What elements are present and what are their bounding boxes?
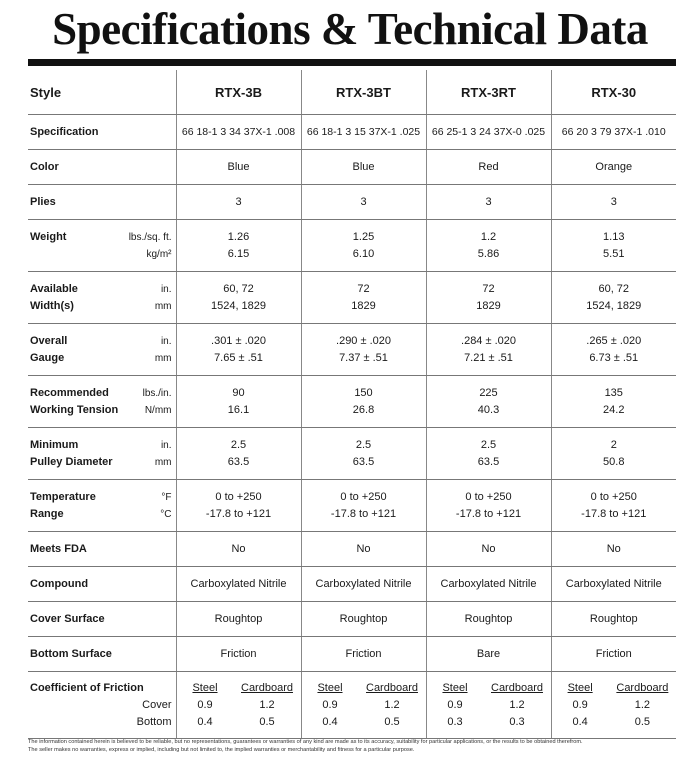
value-line: 225 xyxy=(479,386,498,399)
cell-value xyxy=(176,428,301,480)
value-line: 24.2 xyxy=(603,403,625,416)
value-line: 135 xyxy=(604,386,623,399)
cell-value xyxy=(426,324,551,376)
value-steel: 0.9 xyxy=(447,698,463,711)
cell-value xyxy=(551,324,676,376)
friction-bottom xyxy=(552,714,677,731)
row-label: Working Tension xyxy=(30,403,119,416)
value-steel: 0.9 xyxy=(197,698,213,711)
row-label: Bottom Surface xyxy=(28,637,176,672)
value-line: 7.65 ± .51 xyxy=(214,351,263,364)
cell-value: Carboxylated Nitrile xyxy=(176,567,301,602)
steel-head: Steel xyxy=(317,681,343,694)
value-line: 72 xyxy=(357,282,370,295)
cell-value xyxy=(426,428,551,480)
value-line: 0 to +250 xyxy=(590,490,637,503)
cell-value xyxy=(301,220,426,272)
row-color xyxy=(28,150,676,185)
cell-value: Bare xyxy=(426,637,551,672)
friction-cover xyxy=(427,697,551,714)
row-label-cell xyxy=(28,272,176,324)
cell-value xyxy=(301,376,426,428)
value-steel: 0.3 xyxy=(447,715,463,728)
friction-head xyxy=(427,680,551,697)
cell-value xyxy=(176,672,301,739)
cell-value: No xyxy=(176,532,301,567)
row-label: Available xyxy=(30,282,78,295)
cell-value xyxy=(301,672,426,739)
row-fda xyxy=(28,532,676,567)
row-label: Width(s) xyxy=(30,299,74,312)
value-line: 1524, 1829 xyxy=(586,299,642,312)
value-steel: 0.4 xyxy=(322,715,338,728)
unit-label: kg/m² xyxy=(146,248,172,260)
cell-value: 66 18-1 3 15 37X-1 .025 xyxy=(301,115,426,150)
row-gauge xyxy=(28,324,676,376)
row-label: Range xyxy=(30,507,64,520)
value-line: 7.21 ± .51 xyxy=(464,351,513,364)
row-label-cell xyxy=(28,376,176,428)
cell-value: Roughtop xyxy=(176,602,301,637)
cell-value xyxy=(176,272,301,324)
value-line: -17.8 to +121 xyxy=(205,507,272,520)
cell-value xyxy=(551,376,676,428)
cell-value xyxy=(301,480,426,532)
cell-value xyxy=(301,428,426,480)
cell-value xyxy=(426,220,551,272)
cell-value: Carboxylated Nitrile xyxy=(426,567,551,602)
cardboard-head: Cardboard xyxy=(241,681,293,694)
disclaimer xyxy=(28,738,678,754)
unit-label: mm xyxy=(154,352,172,364)
value-line: 2.5 xyxy=(230,438,247,451)
friction-head xyxy=(552,680,677,697)
steel-head: Steel xyxy=(567,681,593,694)
value-line: 60, 72 xyxy=(223,282,254,295)
value-line: 50.8 xyxy=(603,455,625,468)
friction-cover xyxy=(302,697,426,714)
disclaimer-line: The information contained herein is believed to be reliable, but no representations, guarantees or warranties of any kind are made as to its accuracy, suitability for particular applications, or the results to be obtained therefrom. xyxy=(28,739,583,745)
value-line: 90 xyxy=(232,386,245,399)
value-line: .290 ± .020 xyxy=(336,334,391,347)
value-line: 26.8 xyxy=(352,403,375,416)
cardboard-head: Cardboard xyxy=(366,681,418,694)
unit-label: in. xyxy=(160,439,172,451)
value-line: 150 xyxy=(354,386,373,399)
unit-label: lbs./in. xyxy=(142,387,172,399)
cell-value xyxy=(176,376,301,428)
cell-value: 3 xyxy=(301,185,426,220)
cell-value: 3 xyxy=(176,185,301,220)
value-line: .284 ± .020 xyxy=(461,334,516,347)
row-label: Meets FDA xyxy=(28,532,176,567)
friction-bottom xyxy=(427,714,551,731)
value-line: .265 ± .020 xyxy=(586,334,642,347)
row-label: Color xyxy=(28,150,176,185)
value-line: 1.25 xyxy=(352,230,375,243)
cell-value: Orange xyxy=(551,150,676,185)
row-bottom-surface xyxy=(28,637,676,672)
disclaimer-line: The seller makes no warranties, express or implied, including but not limited to, the implied warranties or merchantability and fitness for a particular purpose. xyxy=(28,747,415,753)
row-specification xyxy=(28,115,676,150)
header-row xyxy=(28,70,676,115)
value-line: -17.8 to +121 xyxy=(455,507,522,520)
title-rule xyxy=(28,59,676,66)
cell-value: Roughtop xyxy=(426,602,551,637)
value-line: 16.1 xyxy=(227,403,250,416)
row-label-cell xyxy=(28,480,176,532)
header-model: RTX-3BT xyxy=(301,70,426,115)
value-line: 0 to +250 xyxy=(465,490,512,503)
unit-label: in. xyxy=(160,283,172,295)
value-steel: 0.9 xyxy=(572,698,588,711)
value-cardboard: 1.2 xyxy=(259,698,275,711)
value-steel: 0.4 xyxy=(572,715,588,728)
row-label: Recommended xyxy=(30,386,109,399)
value-cardboard: 1.2 xyxy=(634,698,651,711)
value-cardboard: 0.5 xyxy=(384,715,400,728)
value-steel: 0.9 xyxy=(322,698,338,711)
value-line: 60, 72 xyxy=(598,282,630,295)
value-line: 2 xyxy=(610,438,617,451)
cell-value: Friction xyxy=(551,637,676,672)
value-line: -17.8 to +121 xyxy=(581,507,647,520)
cardboard-head: Cardboard xyxy=(491,681,543,694)
cell-value: 66 25-1 3 24 37X-0 .025 xyxy=(426,115,551,150)
row-label: Plies xyxy=(28,185,176,220)
cell-value: 3 xyxy=(551,185,676,220)
value-line: 5.86 xyxy=(477,247,500,260)
row-temperature xyxy=(28,480,676,532)
row-label: Cover Surface xyxy=(28,602,176,637)
unit-label: in. xyxy=(160,335,172,347)
value-line: 0 to +250 xyxy=(215,490,262,503)
row-compound xyxy=(28,567,676,602)
cell-value xyxy=(551,428,676,480)
row-plies xyxy=(28,185,676,220)
unit-label: N/mm xyxy=(144,404,172,416)
cell-value: No xyxy=(551,532,676,567)
row-label-cell xyxy=(28,672,176,739)
cell-value: No xyxy=(426,532,551,567)
cell-value xyxy=(176,220,301,272)
row-pulley xyxy=(28,428,676,480)
row-label: Compound xyxy=(28,567,176,602)
cell-value xyxy=(301,324,426,376)
header-model: RTX-3RT xyxy=(426,70,551,115)
cell-value xyxy=(551,480,676,532)
cell-value xyxy=(176,480,301,532)
row-tension xyxy=(28,376,676,428)
value-line: 0 to +250 xyxy=(340,490,387,503)
value-cardboard: 1.2 xyxy=(509,698,525,711)
unit-label: °C xyxy=(160,508,172,520)
cell-value xyxy=(176,324,301,376)
value-line: 6.10 xyxy=(352,247,375,260)
value-cardboard: 1.2 xyxy=(384,698,400,711)
cell-value: No xyxy=(301,532,426,567)
row-label-cell xyxy=(28,324,176,376)
value-line: 1524, 1829 xyxy=(210,299,267,312)
cover-label: Cover xyxy=(142,698,172,711)
cell-value xyxy=(426,376,551,428)
value-line: 7.37 ± .51 xyxy=(339,351,388,364)
cell-value: Blue xyxy=(176,150,301,185)
row-label: Overall xyxy=(30,334,68,347)
friction-bottom xyxy=(177,714,301,731)
cell-value xyxy=(426,272,551,324)
row-friction xyxy=(28,672,676,739)
spec-table xyxy=(28,70,676,739)
value-cardboard: 0.3 xyxy=(509,715,525,728)
value-line: 2.5 xyxy=(480,438,497,451)
unit-label: mm xyxy=(154,300,172,312)
header-style-label: Style xyxy=(28,70,176,115)
header-model: RTX-3B xyxy=(176,70,301,115)
value-line: 6.73 ± .51 xyxy=(589,351,639,364)
value-line: 1.13 xyxy=(603,230,625,243)
row-label: Minimum xyxy=(30,438,79,451)
cell-value: Friction xyxy=(176,637,301,672)
unit-label: °F xyxy=(161,491,172,503)
steel-head: Steel xyxy=(442,681,468,694)
row-label: Pulley Diameter xyxy=(30,455,113,468)
value-line: .301 ± .020 xyxy=(211,334,266,347)
cell-value: Carboxylated Nitrile xyxy=(301,567,426,602)
value-line: 63.5 xyxy=(477,455,500,468)
cell-value xyxy=(426,672,551,739)
cell-value: 66 20 3 79 37X-1 .010 xyxy=(551,115,676,150)
friction-head xyxy=(177,680,301,697)
row-label: Gauge xyxy=(30,351,65,364)
value-line: 72 xyxy=(482,282,495,295)
row-label-cell xyxy=(28,428,176,480)
cell-value: Carboxylated Nitrile xyxy=(551,567,676,602)
cell-value xyxy=(301,272,426,324)
cell-value xyxy=(551,272,676,324)
value-cardboard: 0.5 xyxy=(259,715,275,728)
cell-value: 66 18-1 3 34 37X-1 .008 xyxy=(176,115,301,150)
row-label-cell xyxy=(28,220,176,272)
friction-cover xyxy=(552,697,677,714)
row-label: Coefficient of Friction xyxy=(30,681,144,694)
unit-label: mm xyxy=(154,456,172,468)
friction-head xyxy=(302,680,426,697)
row-cover-surface xyxy=(28,602,676,637)
value-line: 1829 xyxy=(351,299,376,312)
cell-value: Blue xyxy=(301,150,426,185)
cell-value xyxy=(551,672,676,739)
page-title: Specifications & Technical Data xyxy=(52,4,648,54)
cell-value: Roughtop xyxy=(301,602,426,637)
value-line: 6.15 xyxy=(227,247,250,260)
cell-value: 3 xyxy=(426,185,551,220)
row-label: Weight xyxy=(30,230,67,243)
value-line: 1829 xyxy=(476,299,501,312)
bottom-label: Bottom xyxy=(136,715,172,728)
cell-value: Friction xyxy=(301,637,426,672)
value-line: 63.5 xyxy=(352,455,375,468)
value-line: -17.8 to +121 xyxy=(330,507,397,520)
value-cardboard: 0.5 xyxy=(634,715,651,728)
friction-bottom xyxy=(302,714,426,731)
cardboard-head: Cardboard xyxy=(616,681,669,694)
unit-label: lbs./sq. ft. xyxy=(128,231,172,243)
row-label: Specification xyxy=(28,115,176,150)
header-model: RTX-30 xyxy=(551,70,676,115)
value-steel: 0.4 xyxy=(197,715,213,728)
cell-value: Red xyxy=(426,150,551,185)
cell-value xyxy=(551,220,676,272)
value-line: 63.5 xyxy=(227,455,250,468)
cell-value xyxy=(426,480,551,532)
row-weight xyxy=(28,220,676,272)
friction-cover xyxy=(177,697,301,714)
row-width xyxy=(28,272,676,324)
row-label: Temperature xyxy=(30,490,96,503)
cell-value: Roughtop xyxy=(551,602,676,637)
steel-head: Steel xyxy=(192,681,218,694)
value-line: 2.5 xyxy=(355,438,372,451)
value-line: 40.3 xyxy=(477,403,500,416)
value-line: 1.26 xyxy=(227,230,250,243)
value-line: 1.2 xyxy=(480,230,497,243)
value-line: 5.51 xyxy=(603,247,625,260)
